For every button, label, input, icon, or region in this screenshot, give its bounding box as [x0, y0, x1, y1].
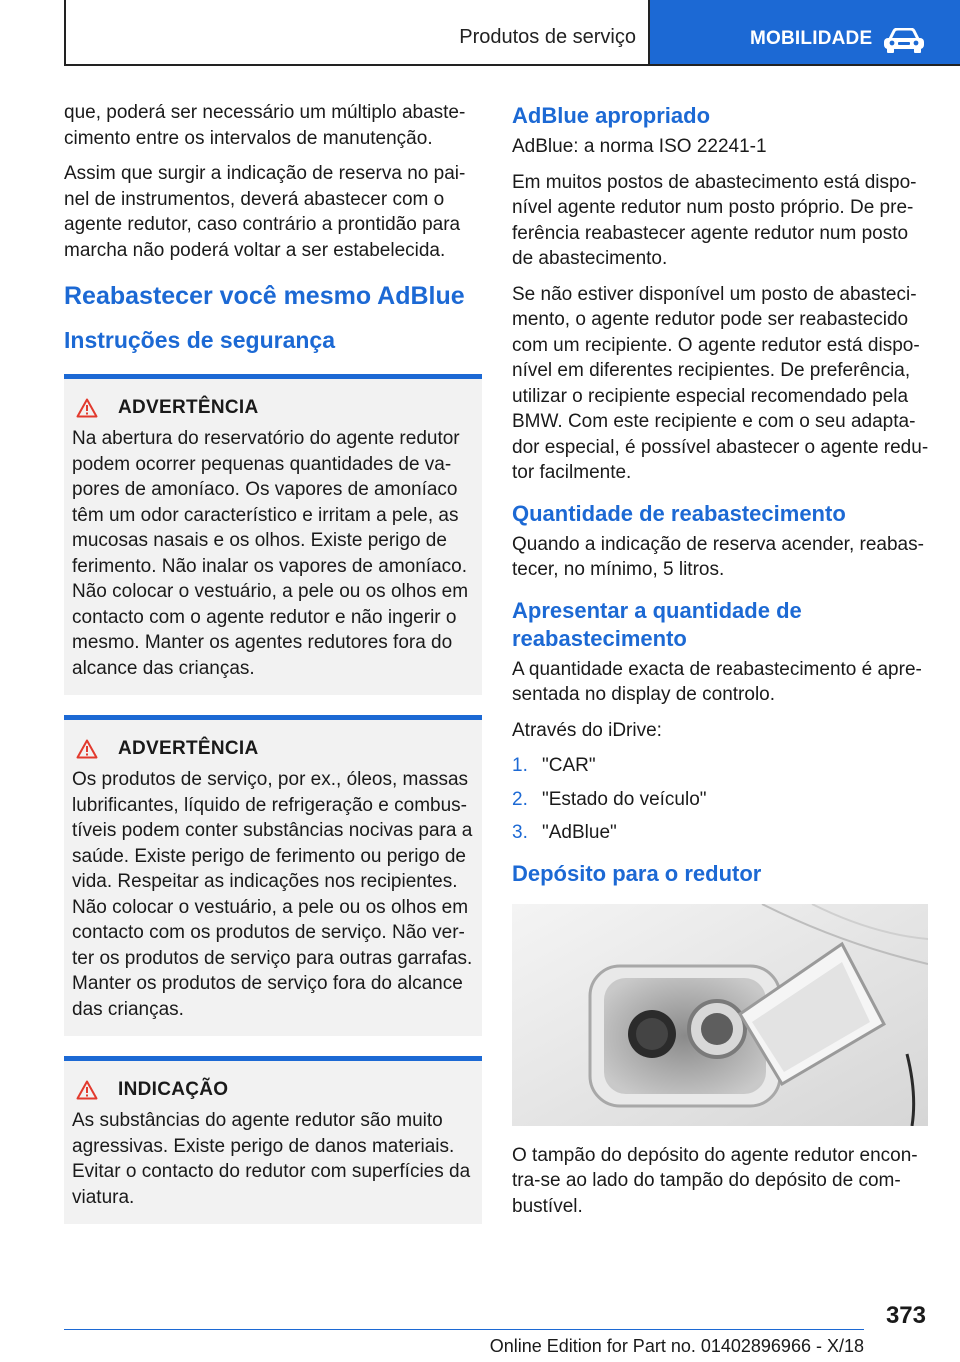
right-column — [512, 100, 930, 1229]
list-item — [512, 787, 930, 813]
header-section-title: Produtos de serviço — [459, 26, 636, 48]
chapter-tab — [650, 0, 960, 64]
intro-paragraph-1: que, poderá ser necessário um múltiplo abastecimento entre os intervalos de manutenção. — [64, 102, 466, 149]
quantity-paragraph: Quando a indicação de reserva acender, reabastecer, no mínimo, 5 litros. — [512, 533, 924, 580]
warning-title-row — [72, 395, 474, 420]
warning-title: ADVERTÊNCIA — [118, 738, 259, 759]
step-number: 3. — [512, 822, 528, 843]
idrive-steps — [512, 753, 930, 846]
left-column — [64, 100, 482, 1236]
warning-text: Na abertura do reservatório do agente redutor podem ocorrer pequenas quantidades de vapores de amoníaco. Os vapores de amoníaco têm um odor característico e irritam a pele, as mucosas nasais e os olhos. Existe perigo de ferimento. Não inalar os vapores de amoníaco. Não colocar o vestuário, a pele ou os olhos em contacto com o agente redutor e não ingerir o mesmo. Manter os agentes redutores fora do alcance das crianças. — [72, 428, 469, 679]
step-text: "AdBlue" — [542, 822, 617, 843]
warning-box — [64, 715, 482, 1036]
adblue-paragraph-3: Se não estiver disponível um posto de abastecimento, o agente redutor pode ser reabastecido com um recipiente. O agente redutor está disponível em diferentes recipientes. De preferência, utilizar o recipiente especial recomendado pela BMW. Com este recipiente e com o seu adaptador especial, é possível abastecer o agente redutor facilmente. — [512, 283, 929, 483]
footer-edition: Online Edition for Part no. 01402896966 - X/18 — [489, 1336, 864, 1356]
warning-title: ADVERTÊNCIA — [118, 397, 259, 418]
display-quantity-title: Apresentar a quantidade de reabastecimento — [512, 597, 802, 651]
idrive-intro: Através do iDrive: — [512, 719, 662, 741]
step-text: "CAR" — [542, 755, 596, 776]
intro-paragraph-2: Assim que surgir a indicação de reserva no painel de instrumentos, deverá abastecer com o agente redutor, caso contrário a prontidão para marcha não poderá voltar a ser estabelecida. — [64, 163, 466, 261]
page-header — [0, 0, 960, 66]
adblue-filler-photo — [512, 904, 928, 1126]
warning-title-row — [72, 736, 474, 761]
step-number: 2. — [512, 788, 528, 810]
adblue-section-title: AdBlue apropriado — [512, 103, 711, 128]
tank-paragraph: O tampão do depósito do agente redutor encontra-se ao lado do tampão do depósito de combustível. — [512, 1144, 918, 1217]
warning-triangle-icon — [76, 1080, 98, 1100]
warning-triangle-icon — [76, 739, 98, 759]
tank-section-title: Depósito para o redutor — [512, 860, 762, 886]
adblue-norm: AdBlue: a norma ISO 22241-1 — [512, 136, 767, 157]
warning-box — [64, 374, 482, 695]
notice-box — [64, 1056, 482, 1224]
list-item — [512, 753, 930, 779]
header-rule — [64, 64, 960, 66]
notice-title: INDICAÇÃO — [118, 1079, 229, 1100]
step-number: 1. — [512, 755, 528, 776]
warning-text: Os produtos de serviço, por ex., óleos, massas lubrificantes, líquido de refrigeração e combustíveis podem conter substâncias nocivas para a saúde. Existe perigo de ferimento ou perigo de vida. Respeitar as indicações nos recipientes. Não colocar o vestuário, a pele ou os olhos em contacto com os produtos de serviço. Não verter os produtos de serviço para outras garrafas. Manter os produtos de serviço fora do alcance das crianças. — [72, 769, 473, 1020]
notice-text: As substâncias do agente redutor são muito agressivas. Existe perigo de danos materiais. Evitar o contacto do redutor com superfícies da viatura. — [72, 1110, 471, 1208]
list-item — [512, 820, 930, 846]
footer-rule — [64, 1329, 864, 1330]
quantity-section-title: Quantidade de reabastecimento — [512, 500, 846, 526]
notice-title-row — [72, 1077, 474, 1102]
adblue-paragraph-2: Em muitos postos de abastecimento está disponível agente redutor num posto próprio. De preferência reabastecer agente redutor num posto de abastecimento. — [512, 171, 917, 269]
section-heading: Reabastecer você mesmo AdBlue — [64, 282, 465, 310]
warning-triangle-icon — [76, 398, 98, 418]
car-front-icon — [882, 28, 926, 54]
page-number: 373 — [885, 1302, 926, 1329]
display-quantity-paragraph: A quantidade exacta de reabastecimento é apresentada no display de controlo. — [512, 658, 922, 705]
step-text: "Estado do veículo" — [542, 788, 707, 810]
safety-subheading: Instruções de segurança — [64, 327, 335, 353]
chapter-tab-label: MOBILIDADE — [750, 28, 873, 49]
